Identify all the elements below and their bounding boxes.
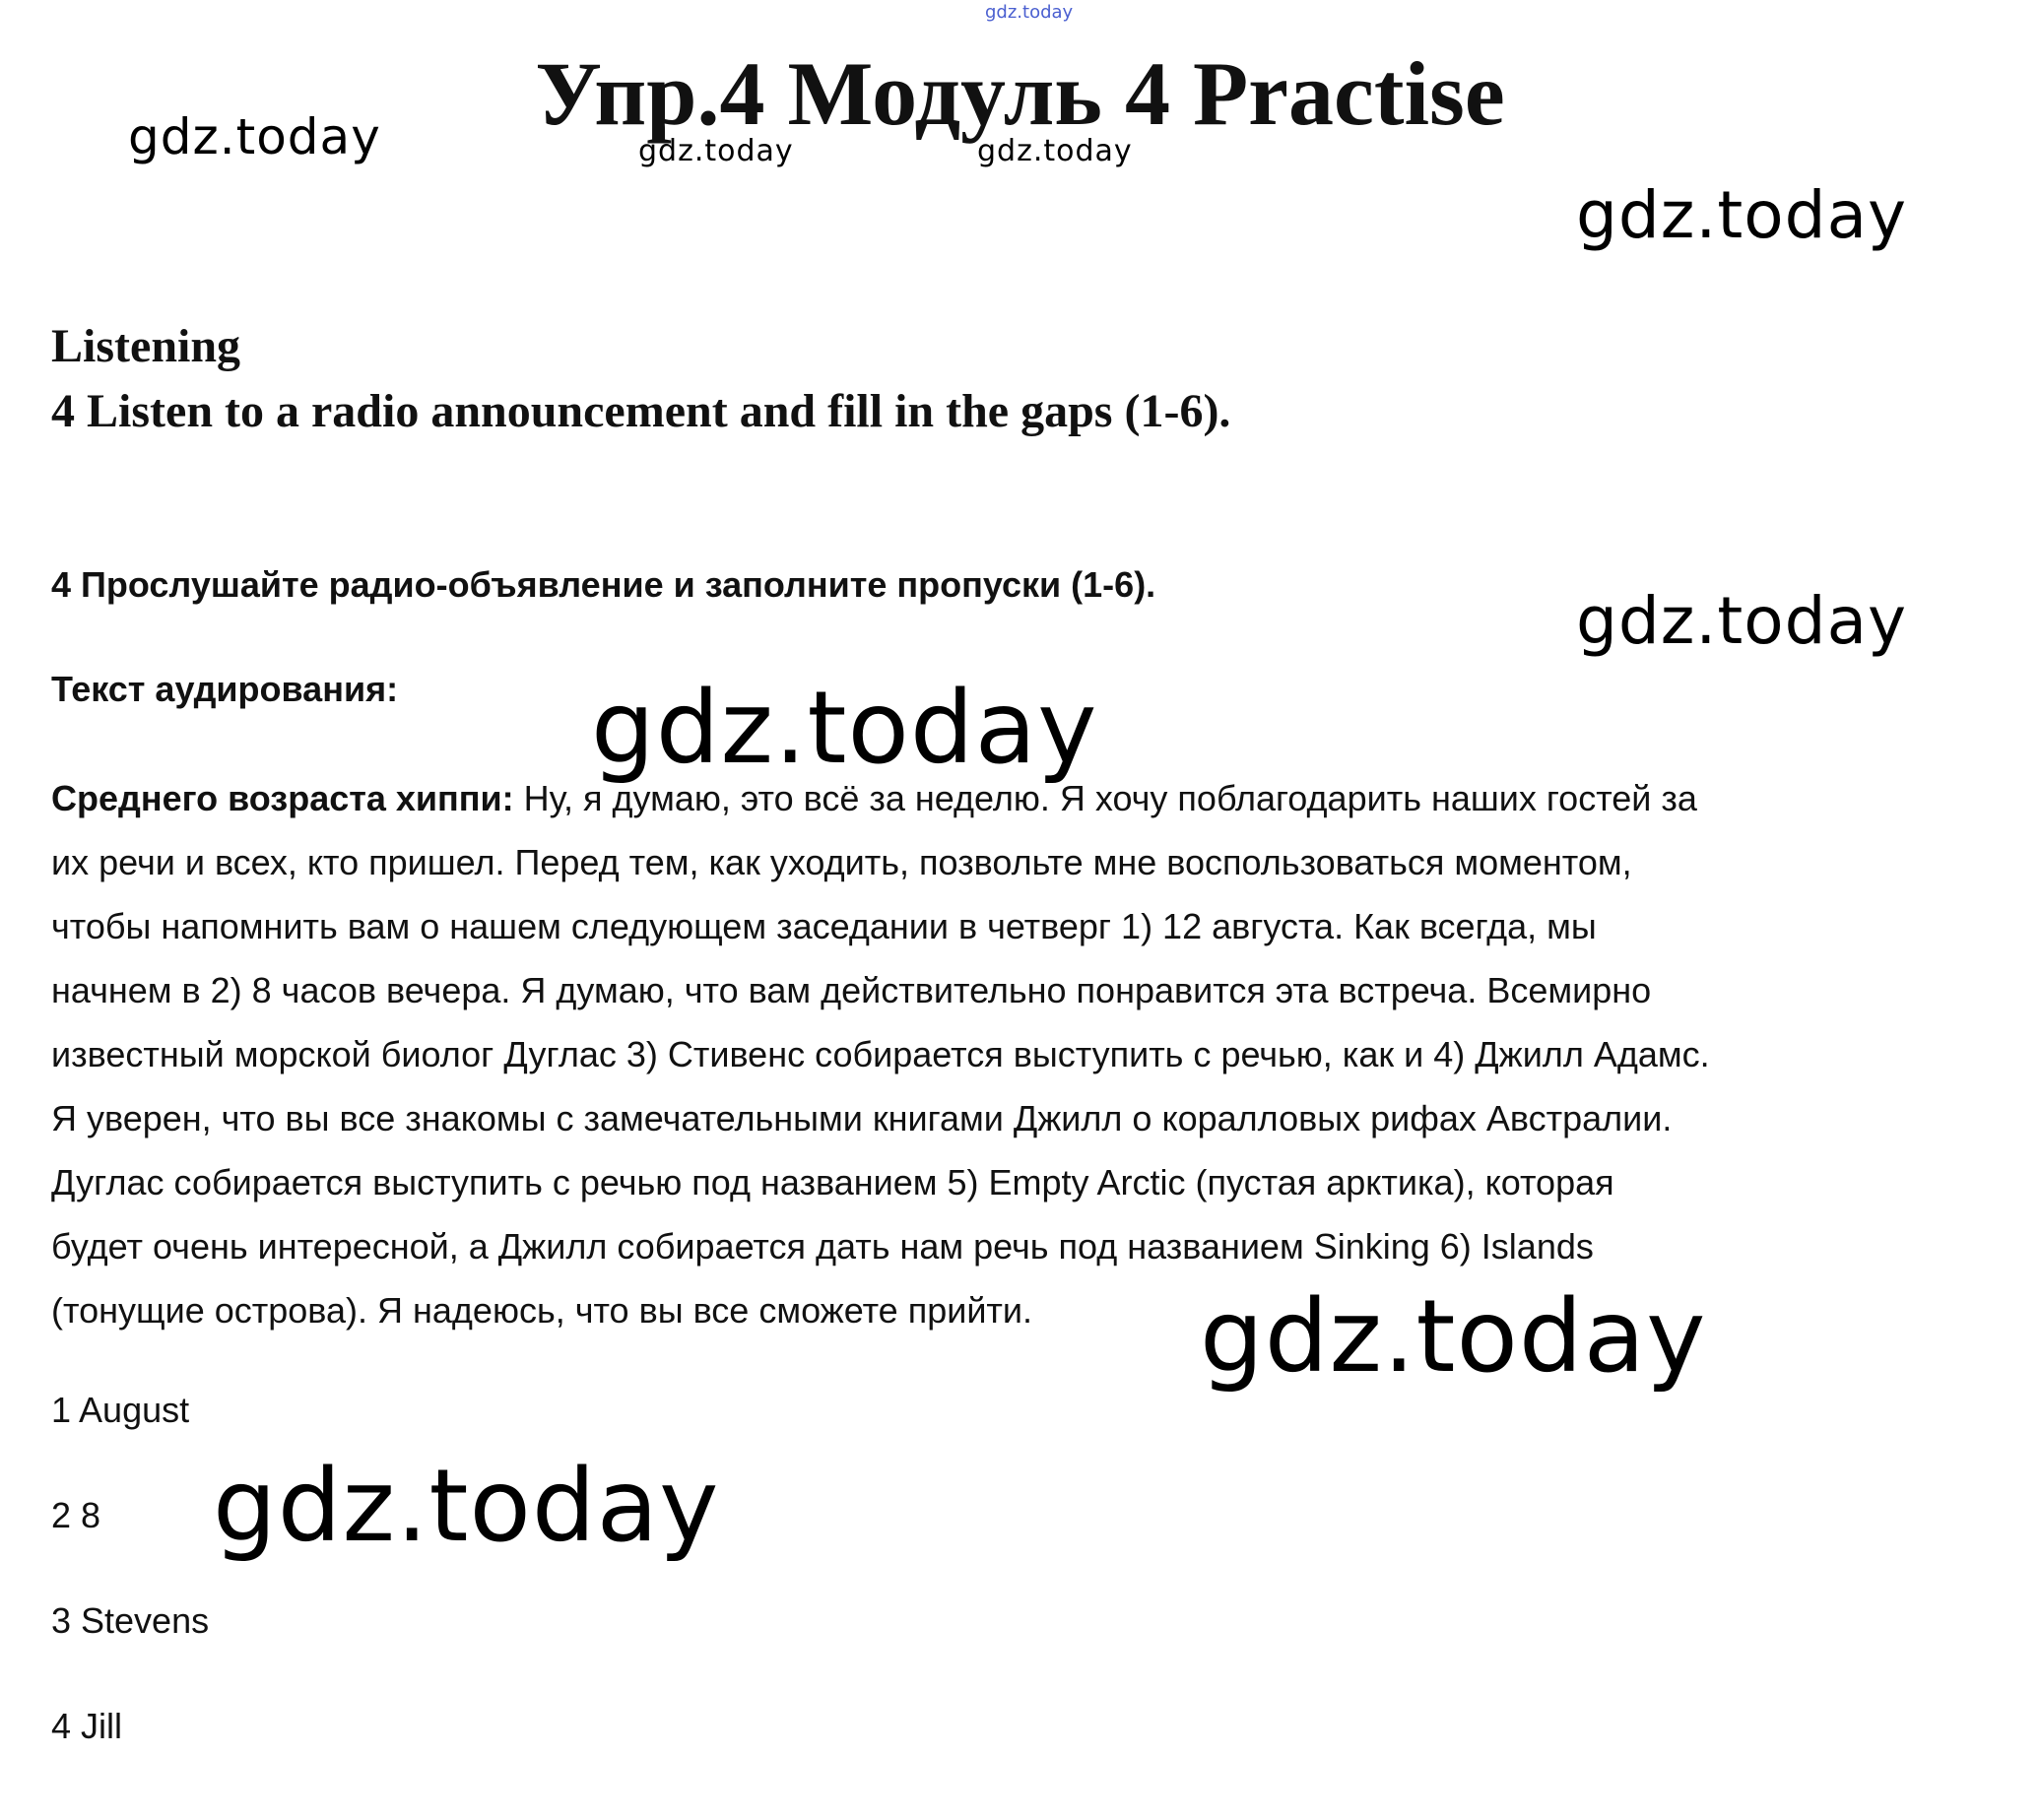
task-instruction-en: 4 Listen to a radio announcement and fill in the gaps (1-6). <box>51 385 1231 437</box>
watermark: gdz.today <box>128 108 381 165</box>
watermark: gdz.today <box>1576 583 1908 659</box>
speaker-label: Среднего возраста хиппи: <box>51 778 514 818</box>
transcript-line: известный морской биолог Дуглас 3) Стивенс собирается выступить с речью, как и 4) Джилл Адамс. <box>51 1034 1710 1074</box>
answer-item: 2 8 <box>51 1495 101 1535</box>
transcript-line: (тонущие острова). Я надеюсь, что вы все сможете прийти. <box>51 1290 1033 1331</box>
transcript-line: будет очень интересной, а Джилл собирается дать нам речь под названием Sinking 6) Islands <box>51 1226 1594 1267</box>
watermark: gdz.today <box>213 1448 720 1565</box>
page-title: Упр.4 Модуль 4 Practise <box>535 43 1505 144</box>
transcript-line: начнем в 2) 8 часов вечера. Я думаю, что вам действительно понравится эта встреча. Всемирно <box>51 970 1652 1010</box>
answer-item: 3 Stevens <box>51 1600 210 1641</box>
task-instruction-ru: 4 Прослушайте радио-объявление и заполните пропуски (1-6). <box>51 564 1156 605</box>
watermark: gdz.today <box>977 134 1133 168</box>
transcript-label: Текст аудирования: <box>51 669 399 709</box>
transcript-line: Я уверен, что вы все знакомы с замечательными книгами Джилл о коралловых рифах Австралии. <box>51 1098 1673 1138</box>
transcript-line: их речи и всех, кто пришел. Перед тем, как уходить, позвольте мне воспользоваться моментом, <box>51 842 1632 882</box>
watermark: gdz.today <box>1576 177 1908 253</box>
transcript-line: Дуглас собирается выступить с речью под названием 5) Empty Arctic (пустая арктика), которая <box>51 1162 1614 1202</box>
answer-item: 1 August <box>51 1390 190 1430</box>
watermark: gdz.today <box>638 134 794 168</box>
answer-item: 4 Jill <box>51 1706 123 1746</box>
transcript-line: чтобы напомнить вам о нашем следующем заседании в четверг 1) 12 августа. Как всегда, мы <box>51 906 1597 946</box>
watermark-top: gdz.today <box>985 2 1074 23</box>
section-heading: Listening <box>51 320 241 372</box>
transcript-text: Ну, я думаю, это всё за неделю. Я хочу поблагодарить наших гостей за <box>513 778 1697 818</box>
transcript-body <box>51 766 2011 1342</box>
watermark: gdz.today <box>591 670 1098 787</box>
watermark: gdz.today <box>1200 1278 1707 1396</box>
